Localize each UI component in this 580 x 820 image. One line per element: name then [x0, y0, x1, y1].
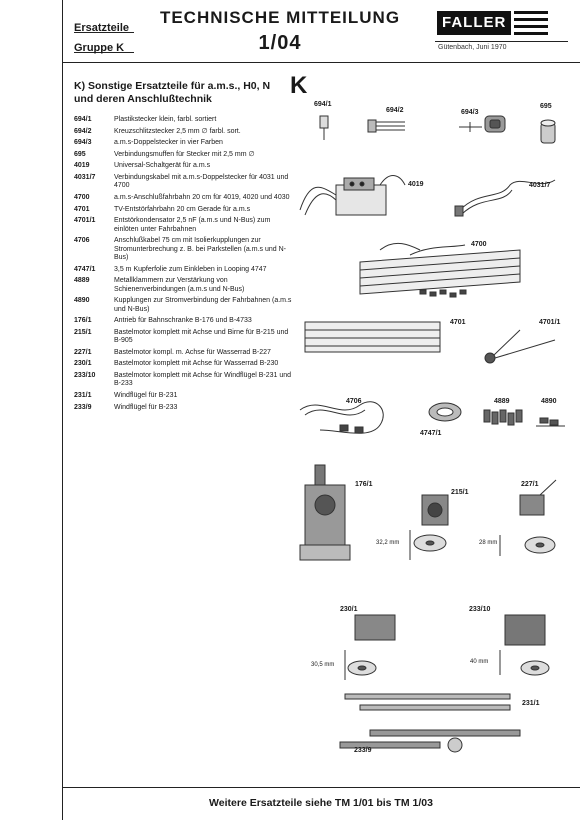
capacitor-4701-1-illustration: [485, 330, 555, 363]
figure-label: 227/1: [521, 481, 539, 488]
clamps-4889-illustration: [484, 410, 522, 425]
cable-4706-illustration: [300, 402, 383, 434]
section-letter: K: [290, 72, 308, 99]
part-description: Antrieb für Bahnschranke B-176 und B-4733: [114, 317, 252, 325]
figure-label: 230/1: [340, 606, 358, 613]
motor-227-1-illustration: [500, 480, 556, 556]
figure-label: 694/2: [386, 107, 404, 114]
group-label: Gruppe K: [74, 42, 125, 54]
section-title: K) Sonstige Ersatzteile für a.m.s., H0, N und deren Anschlußtechnik: [74, 80, 271, 105]
part-description: a.m.s-Anschlußfahrbahn 20 cm für 4019, 4020 und 4030: [114, 193, 290, 201]
brand-name: FALLER: [437, 11, 511, 35]
part-number: 4889: [74, 277, 90, 285]
track-4701-illustration: [305, 322, 440, 352]
figure-label: 215/1: [451, 489, 469, 496]
part-number: 694/3: [74, 139, 92, 147]
figure-label: 694/1: [314, 101, 332, 108]
motor-233-10-illustration: [500, 615, 549, 675]
part-description: Plastikstecker klein, farbl. sortiert: [114, 116, 217, 123]
part-number: 4701: [74, 205, 90, 213]
figure-label: 233/10: [469, 606, 491, 613]
figure-label: 4706: [346, 398, 362, 405]
part-number: 231/1: [74, 391, 92, 399]
part-number: 4031/7: [74, 173, 96, 181]
switch-4019-illustration: [300, 176, 405, 215]
part-description: Windflügel für B-231: [114, 391, 178, 399]
dimension-label: 40 mm: [470, 659, 489, 665]
part-description: Universal-Schaltgerät für a.m.s: [114, 162, 211, 170]
part-number: 4890: [74, 297, 90, 305]
part-number: 694/2: [74, 127, 92, 135]
footer-note: Weitere Ersatzteile siehe TM 1/01 bis TM 1/03: [209, 797, 433, 809]
dimension-label: 30,5 mm: [311, 662, 335, 668]
part-description: Verbindungsmuffen für Stecker mit 2,5 mm ∅: [114, 150, 255, 158]
part-number: 4701/1: [74, 217, 96, 225]
figure-label: 4019: [408, 181, 424, 188]
figure-label: 231/1: [522, 700, 540, 707]
part-number: 4747/1: [74, 265, 96, 273]
part-number: 215/1: [74, 328, 92, 336]
plug-694-3-illustration: [459, 116, 505, 132]
plug-694-2-illustration: [368, 120, 405, 132]
document-title: TECHNISCHE MITTEILUNG: [159, 8, 401, 27]
motor-230-1-illustration: [345, 615, 395, 680]
part-number: 4706: [74, 237, 90, 245]
figure-label: 694/3: [461, 109, 479, 116]
part-description: Bastelmotor komplett mit Achse für Wasserrad B-230: [114, 360, 279, 368]
dimension-label: 32,2 mm: [376, 540, 400, 546]
part-description: Entstörkondensator 2,5 nF (a.m.s und N-Bus) zum einlöten unter Fahrbahnen: [114, 217, 271, 233]
part-description: Windflügel für B-233: [114, 403, 178, 411]
part-description: 3,5 m Kupferfolie zum Einkleben in Looping 4747: [114, 265, 267, 273]
part-number: 694/1: [74, 116, 92, 123]
part-number: 4700: [74, 193, 90, 201]
part-description: Bastelmotor komplett mit Achse für Windflügel B-231 und B-233: [114, 371, 292, 388]
sleeve-695-illustration: [541, 120, 555, 143]
figure-label: 4700: [471, 241, 487, 248]
document-number: 1/04: [258, 32, 302, 54]
figure-label: 4701/1: [539, 319, 561, 326]
part-description: Anschlußkabel 75 cm mit Isolierkupplungen zur Stromunterbrechung z. B. bei Parkstellen (a.m.s und N-Bus): [114, 237, 286, 261]
part-number: 176/1: [74, 317, 92, 325]
part-description: Verbindungskabel mit a.m.s-Doppelstecker für 4031 und 4700: [114, 173, 289, 190]
part-number: 233/9: [74, 403, 92, 411]
motor-176-1-illustration: [300, 465, 350, 560]
track-4700-illustration: [360, 243, 520, 297]
part-number: 4019: [74, 162, 90, 170]
figure-label: 4701: [450, 319, 466, 326]
figure-label: 695: [540, 103, 552, 110]
part-description: a.m.s-Doppelstecker in vier Farben: [114, 139, 223, 147]
part-number: 233/10: [74, 371, 96, 379]
part-description: Kreuzschlitzstecker 2,5 mm ∅ farbl. sort.: [114, 127, 241, 135]
motor-215-1-illustration: [410, 495, 448, 560]
figure-label: 4747/1: [420, 430, 442, 437]
figure-label: 233/9: [354, 747, 372, 754]
figure-label: 4031/7: [529, 182, 551, 189]
part-number: 230/1: [74, 360, 92, 368]
figure-label: 4890: [541, 398, 557, 405]
plug-694-1-illustration: [320, 116, 328, 140]
part-description: TV-Entstörfahrbahn 20 cm Gerade für a.m.s: [114, 205, 251, 213]
couplings-4890-illustration: [536, 418, 565, 426]
dimension-label: 28 mm: [479, 540, 498, 546]
part-description: Kupplungen zur Stromverbindung der Fahrbahnen (a.m.s und N-Bus): [114, 297, 292, 313]
part-number: 227/1: [74, 348, 92, 356]
part-description: Bastelmotor kompl. m. Achse für Wasserrad B-227: [114, 348, 271, 356]
part-description: Bastelmotor komplett mit Achse und Birne für B-215 und B-905: [114, 328, 289, 345]
place-date: Gütenbach, Juni 1970: [438, 44, 507, 51]
foil-roll-4747-1-illustration: [429, 403, 461, 421]
part-description: Metallklammern zur Verstärkung von Schienenverbindungen (a.m.s und N-Bus): [114, 277, 245, 293]
part-number: 695: [74, 150, 86, 158]
figure-label: 4889: [494, 398, 510, 405]
category-label: Ersatzteile: [74, 22, 130, 34]
blades-231-1-illustration: [345, 694, 510, 710]
figure-label: 176/1: [355, 481, 373, 488]
